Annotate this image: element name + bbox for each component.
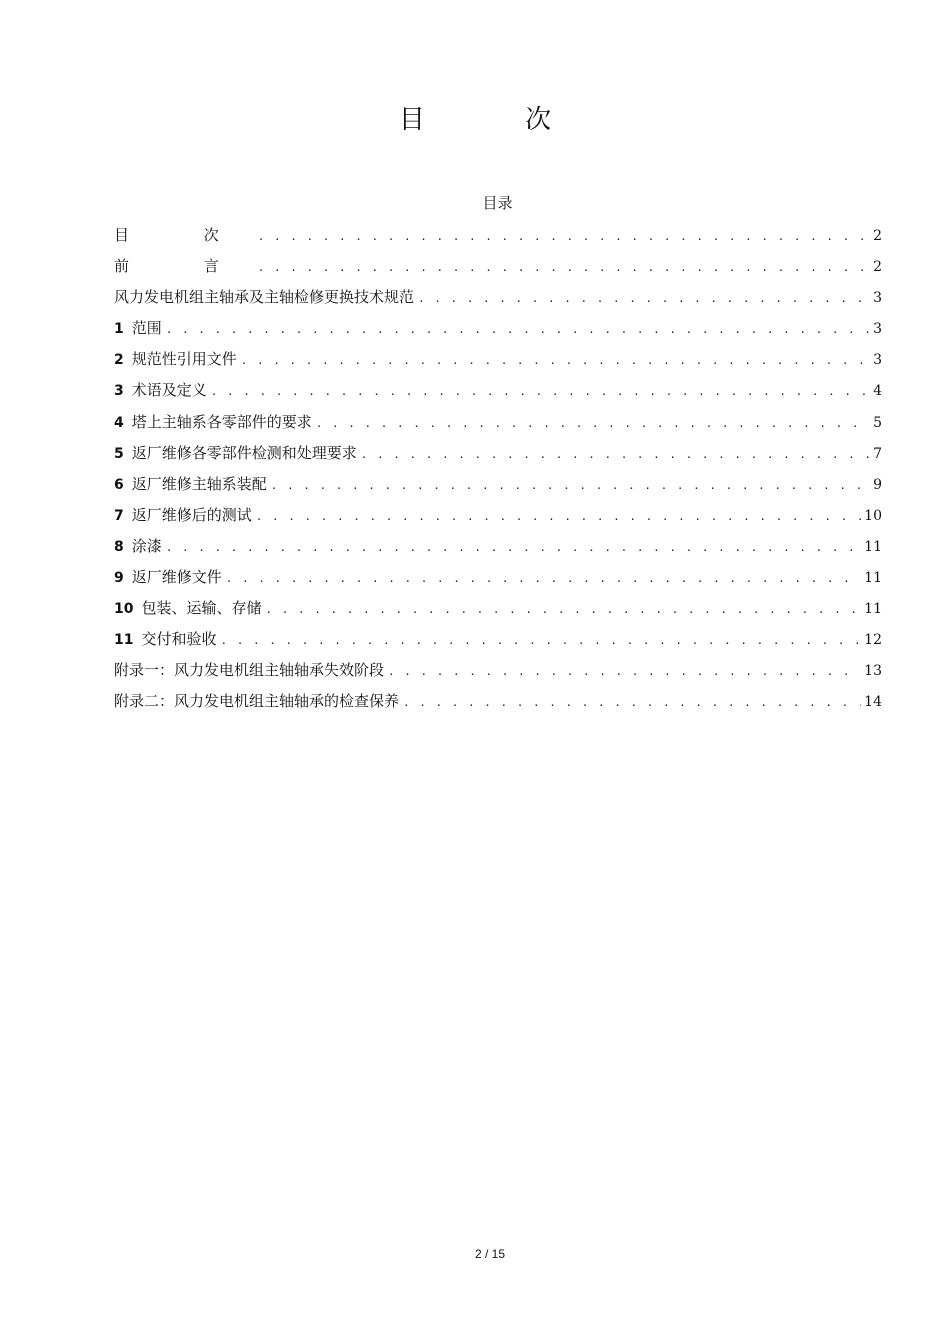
toc-entry-title: 规范性引用文件 — [131, 350, 237, 369]
toc-entry-appendix-1[interactable] — [114, 655, 882, 686]
toc-entry-page: 10 — [864, 507, 882, 524]
toc-entry-number: 6 — [114, 476, 124, 493]
toc-entry-title: 附录二：风力发电机组主轴轴承的检查保养 — [114, 692, 400, 711]
toc-entry-title: 术语及定义 — [131, 381, 207, 400]
toc-entry-foreword[interactable] — [114, 251, 882, 282]
toc-entry-section-5[interactable] — [114, 438, 882, 469]
table-of-contents — [114, 220, 882, 718]
toc-entry-section-7[interactable] — [114, 500, 882, 531]
toc-dot-leader — [271, 470, 870, 501]
toc-dot-leader — [361, 439, 870, 470]
toc-entry-number: 10 — [114, 601, 134, 618]
toc-entry-section-9[interactable] — [114, 562, 882, 593]
toc-caption: 目录 — [482, 194, 513, 212]
toc-entry-page: 11 — [864, 601, 882, 618]
toc-entry-title: 返厂维修文件 — [131, 568, 222, 587]
toc-entry-page: 4 — [873, 383, 882, 400]
toc-entry-page: 13 — [864, 663, 882, 680]
toc-entry-number: 7 — [114, 507, 124, 524]
toc-entry-page: 3 — [873, 321, 882, 338]
toc-entry-section-3[interactable] — [114, 375, 882, 406]
toc-dot-leader — [166, 532, 861, 563]
toc-entry-number: 11 — [114, 632, 134, 649]
toc-entry-number: 4 — [114, 414, 124, 431]
toc-dot-leader — [266, 594, 862, 625]
toc-entry-page: 3 — [873, 290, 882, 307]
toc-entry-title: 返厂维修后的测试 — [131, 505, 252, 524]
page-number-footer: 2 / 15 — [474, 1247, 506, 1261]
toc-entry-number: 2 — [114, 352, 124, 369]
toc-entry-number: 5 — [114, 445, 124, 462]
toc-entry-number: 8 — [114, 538, 124, 555]
toc-entry-page: 2 — [873, 259, 882, 276]
toc-entry-section-2[interactable] — [114, 344, 882, 375]
toc-dot-leader — [388, 656, 861, 687]
toc-entry-number: 3 — [114, 383, 124, 400]
toc-entry-title: 交付和验收 — [141, 630, 217, 649]
toc-dot-leader — [418, 283, 870, 314]
toc-entry-page: 11 — [864, 538, 882, 555]
toc-entry-title: 目 次 — [114, 226, 254, 244]
toc-entry-section-4[interactable] — [114, 407, 882, 438]
toc-entry-page: 11 — [864, 570, 882, 587]
toc-entry-section-11[interactable] — [114, 624, 882, 655]
toc-entry-title: 包装、运输、存储 — [141, 599, 262, 618]
toc-entry-title: 返厂维修主轴系装配 — [131, 474, 267, 493]
toc-entry-title: 附录一：风力发电机组主轴轴承失效阶段 — [114, 661, 385, 680]
toc-entry-page: 14 — [864, 694, 882, 711]
toc-dot-leader — [241, 345, 870, 376]
toc-entry-section-10[interactable] — [114, 593, 882, 624]
toc-entry-page: 7 — [873, 445, 882, 462]
toc-dot-leader — [258, 221, 870, 252]
toc-entry-title: 涂漆 — [131, 536, 162, 555]
toc-entry-page: 2 — [873, 228, 882, 244]
toc-dot-leader — [258, 252, 870, 283]
toc-entry-appendix-2[interactable] — [114, 686, 882, 717]
toc-dot-leader — [316, 408, 870, 439]
toc-dot-leader — [211, 376, 870, 407]
toc-entry-section-8[interactable] — [114, 531, 882, 562]
toc-dot-leader — [403, 687, 861, 718]
toc-entry-title: 风力发电机组主轴承及主轴检修更换技术规范 — [114, 288, 415, 307]
toc-entry-title: 前 言 — [114, 257, 254, 276]
toc-entry-page: 5 — [873, 414, 882, 431]
toc-entry-section-6[interactable] — [114, 469, 882, 500]
toc-entry-title: 返厂维修各零部件检测和处理要求 — [131, 443, 357, 462]
toc-dot-leader — [226, 563, 861, 594]
toc-entry-section-1[interactable] — [114, 313, 882, 344]
toc-entry-page: 12 — [864, 632, 882, 649]
toc-dot-leader — [166, 314, 870, 345]
toc-entry-number: 1 — [114, 321, 124, 338]
toc-entry-contents[interactable] — [114, 220, 882, 251]
toc-entry-title: 塔上主轴系各零部件的要求 — [131, 412, 312, 431]
toc-dot-leader — [221, 625, 862, 656]
toc-entry-page: 9 — [873, 476, 882, 493]
toc-entry-number: 9 — [114, 570, 124, 587]
toc-dot-leader — [256, 501, 861, 532]
toc-entry-spec-title[interactable] — [114, 282, 882, 313]
page-heading: 目 次 — [398, 105, 598, 135]
toc-entry-page: 3 — [873, 352, 882, 369]
toc-entry-title: 范围 — [131, 319, 162, 338]
